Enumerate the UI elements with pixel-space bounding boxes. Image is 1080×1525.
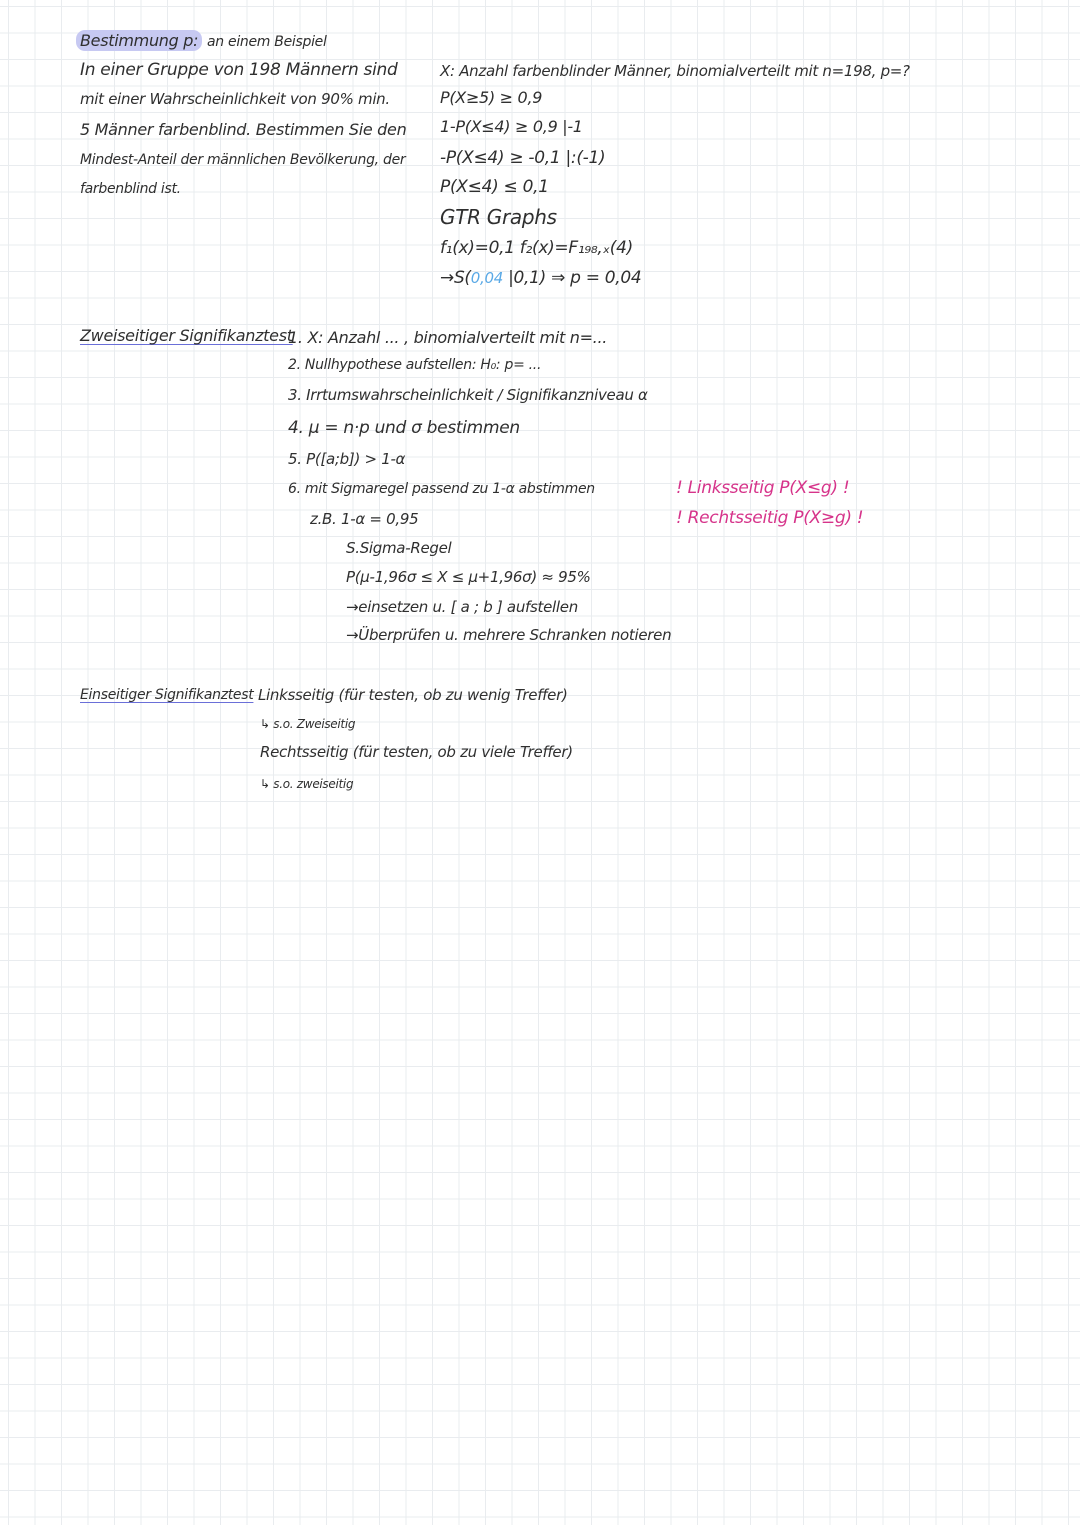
onesided-line: ↳ s.o. Zweiseitig	[260, 717, 356, 731]
problem-line: farbenblind ist.	[80, 181, 181, 197]
note-right-sided: ! Rechtsseitig P(X≥g) !	[676, 508, 864, 528]
onesided-line: Rechtsseitig (für testen, ob zu viele Treffer)	[260, 743, 573, 761]
solution-line: P(X≤4) ≤ 0,1	[440, 177, 549, 197]
step-line: 6. mit Sigmaregel passend zu 1-α abstimmen	[288, 481, 595, 497]
example-line: →einsetzen u. [ a ; b ] aufstellen	[346, 598, 578, 616]
example-line: z.B. 1-α = 0,95	[310, 510, 419, 528]
step-line: 1. X: Anzahl ... , binomialverteilt mit n=...	[288, 328, 608, 347]
note-left-sided: ! Linksseitig P(X≤g) !	[676, 478, 850, 498]
solution-line: f₁(x)=0,1 f₂(x)=F₁₉₈,ₓ(4)	[440, 238, 633, 258]
onesided-line: Linksseitig (für testen, ob zu wenig Treffer)	[258, 686, 568, 704]
problem-line: Mindest-Anteil der männlichen Bevölkerung, der	[80, 152, 406, 168]
step-line: 4. μ = n·p und σ bestimmen	[288, 418, 520, 438]
solution-line: GTR Graphs	[440, 205, 557, 229]
section3-title: Einseitiger Signifikanztest	[80, 687, 254, 703]
example-line: →Überprüfen u. mehrere Schranken notieren	[346, 626, 672, 644]
onesided-line: ↳ s.o. zweiseitig	[260, 777, 354, 791]
solution-line: P(X≥5) ≥ 0,9	[440, 88, 543, 107]
section1-title-rest: an einem Beispiel	[207, 34, 327, 50]
solution-line: X: Anzahl farbenblinder Männer, binomialverteilt mit n=198, p=?	[440, 62, 910, 80]
section1-title	[80, 33, 327, 49]
problem-line: In einer Gruppe von 198 Männern sind	[80, 60, 398, 80]
step-line: 5. P([a;b]) > 1-α	[288, 450, 406, 468]
section2-title: Zweiseitiger Signifikanztest	[80, 326, 293, 345]
step-line: 2. Nullhypothese aufstellen: H₀: p= ...	[288, 357, 542, 373]
problem-line: mit einer Wahrscheinlichkeit von 90% min.	[80, 90, 390, 108]
example-line: P(μ-1,96σ ≤ X ≤ μ+1,96σ) ≈ 95%	[346, 568, 591, 586]
solution-line: 1-P(X≤4) ≥ 0,9 |-1	[440, 117, 583, 136]
solution-line: -P(X≤4) ≥ -0,1 |:(-1)	[440, 148, 606, 168]
result-suffix: |0,1) ⇒ p = 0,04	[502, 268, 642, 288]
section1-title-highlight: Bestimmung p:	[76, 30, 202, 51]
problem-line: 5 Männer farbenblind. Bestimmen Sie den	[80, 120, 407, 139]
step-line: 3. Irrtumswahrscheinlichkeit / Signifikanzniveau α	[288, 386, 648, 404]
example-line: S.Sigma-Regel	[346, 539, 452, 557]
solution-result-line	[440, 270, 641, 287]
result-prefix: →S(	[440, 268, 471, 288]
result-value-blue: 0,04	[470, 269, 503, 287]
